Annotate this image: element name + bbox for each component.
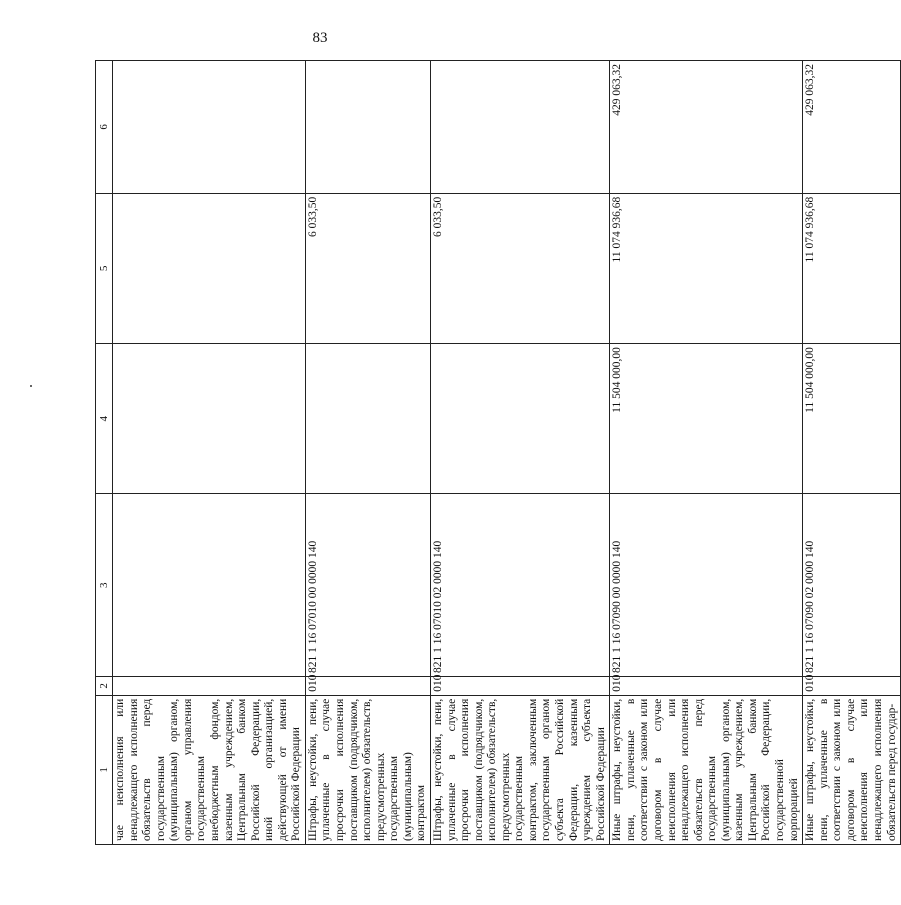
row-col-4: [305, 344, 430, 494]
row-description: Штрафы, неустойки, пени, уплаченные в случае просрочки исполнения поставщиком (подрядчиком, исполнителем) обязательств, предусмотренных государственным (муниципальным) контрактом: [305, 695, 430, 844]
row-col-4: [430, 344, 609, 494]
row-col-6: 429 063,32: [803, 61, 901, 194]
row-line-code: 010: [305, 676, 430, 695]
row-budget-code: 821 1 16 07090 00 0000 140: [610, 494, 803, 676]
row-col-6: [305, 61, 430, 194]
header-col-6: 6: [96, 61, 113, 194]
row-line-code: 010: [610, 676, 803, 695]
row-description: чае неисполнения или ненадлежащего исполнения обязательств перед государственным (муниципальным) органом, органом управления государственным внебюджетным фондом, казенным учреждением, Центральным банком Российской Федерации, иной организацией, действующей от имени Российской Федерации: [113, 695, 306, 844]
scan-speck: [30, 385, 32, 387]
header-col-3: 3: [96, 494, 113, 676]
row-col-4: [113, 344, 306, 494]
row-budget-code: 821 1 16 07010 00 0000 140: [305, 494, 430, 676]
row-line-code: [113, 676, 306, 695]
row-col-5: 6 033,50: [305, 193, 430, 343]
header-col-5: 5: [96, 193, 113, 343]
row-description: Иные штрафы, неустойки, пени, уплаченные в соответствии с законом или договором в случае неисполнения или ненадлежащего исполнения обязательств перед государ-: [803, 695, 901, 844]
table-row: [305, 61, 430, 845]
row-col-6: 429 063,32: [610, 61, 803, 194]
row-line-code: 010: [803, 676, 901, 695]
header-col-2: 2: [96, 676, 113, 695]
row-col-4: 11 504 000,00: [803, 344, 901, 494]
row-col-4: 11 504 000,00: [610, 344, 803, 494]
rotated-table-wrapper: [95, 60, 898, 845]
row-budget-code: 821 1 16 07010 02 0000 140: [430, 494, 609, 676]
row-col-5: 6 033,50: [430, 193, 609, 343]
header-col-4: 4: [96, 344, 113, 494]
table-row: [113, 61, 306, 845]
table-row: [430, 61, 609, 845]
row-col-5: 11 074 936,68: [803, 193, 901, 343]
header-col-1: 1: [96, 695, 113, 844]
table-row: [610, 61, 803, 845]
row-col-5: [113, 193, 306, 343]
row-budget-code: [113, 494, 306, 676]
row-description: Иные штрафы, неустойки, пени, уплаченные в соответствии с законом или договором в случае неисполнения или ненадлежащего исполнения обязательств перед государственным (муниципальным) органом, казенным учреждением, Центральным банком Российской Федерации, государственной корпорацией: [610, 695, 803, 844]
page-number: 83: [312, 30, 328, 46]
row-col-6: [113, 61, 306, 194]
revenue-table: [95, 60, 901, 845]
header-row: [96, 61, 113, 845]
row-description: Штрафы, неустойки, пени, уплаченные в случае просрочки исполнения поставщиком (подрядчиком, исполнителем) обязательств, предусмотренных государственным контрактом, заключенным государственным органом субъекта Российской Федерации, казенным учреждением субъекта Российской Федерации: [430, 695, 609, 844]
table-row: [803, 61, 901, 845]
row-col-5: 11 074 936,68: [610, 193, 803, 343]
row-budget-code: 821 1 16 07090 02 0000 140: [803, 494, 901, 676]
row-col-6: [430, 61, 609, 194]
row-line-code: 010: [430, 676, 609, 695]
